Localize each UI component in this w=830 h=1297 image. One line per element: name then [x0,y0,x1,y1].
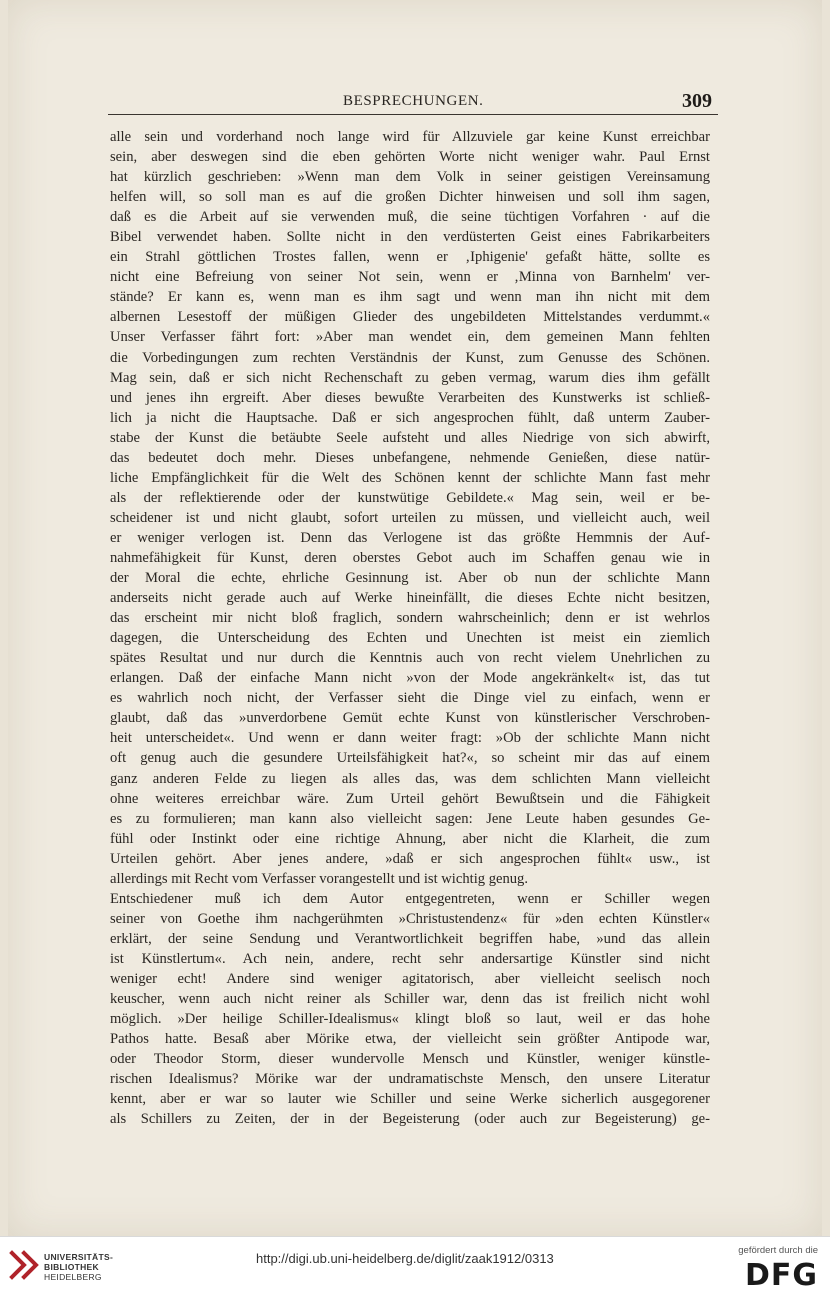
text-line: alle sein und vorderhand noch lange wird für Allzuviele gar keine Kunst erreichbar [110,129,710,145]
text-line: als der reflektierende oder der kunstwütige Gebildete.« Mag sein, weil er be- [110,489,710,506]
text-line: das bedeutet doch mehr. Dieses unbefangene, nehmende Genießen, diese natür- [110,449,710,466]
text-line: ohne weiteres erreichbar wäre. Zum Urteil gehört Bewußtsein und die Fähigkeit [110,790,710,807]
library-name-line-1: UNIVERSITÄTS- [44,1252,114,1262]
text-line: ist Künstlertum«. Ach nein, andere, recht sehr andersartige Künstler sind nicht [110,950,710,967]
text-line: fühl oder Instinkt oder eine richtige Ahnung, aber nicht die Klarheit, die zum [110,830,710,847]
text-line: ganz anderen Felde zu liegen als alles das, was dem schlichten Mann vielleicht [110,770,710,787]
text-line: heit unterscheidet«. Und wenn er dann weiter fragt: »Ob der schlichte Mann nicht [110,730,710,747]
text-line: Urteilen gehört. Aber jenes andere, »daß er sich angesprochen fühlt« usw., ist [110,850,710,867]
text-line: und jenes ihn ergreift. Aber dieses bewußte Verarbeiten des Kunstwerks ist schließ- [110,389,710,406]
text-line: es wahrlich noch nicht, der Verfasser sieht die Dinge viel zu einfach, wenn er [110,690,710,707]
text-line: spätes Resultat und nur durch die Kenntnis auch von recht vielem Unehrlichen zu [110,650,710,667]
text-line: Entschiedener muß ich dem Autor entgegentreten, wenn er Schiller wegen [110,890,710,907]
text-line: glaubt, daß das »unverdorbene Gemüt echte Kunst von künstlerischer Verschroben- [110,710,710,727]
library-logo[interactable] [8,1249,40,1289]
text-line: hat kürzlich geschrieben: »Wenn man dem Volk in seiner geistigen Vereinsamung [110,169,710,186]
text-line: Bibel verwendet haben. Sollte nicht in den verdüsterten Geist eines Fabrikarbeiters [110,229,710,246]
text-line: daß es die Arbeit auf sie verwenden muß, die seine tüchtigen Vorfahren · auf die [110,209,710,226]
source-url-link[interactable]: http://digi.ub.uni-heidelberg.de/diglit/zaak1912/0313 [256,1251,554,1266]
text-line: er weniger verlogen ist. Denn das Verlogene ist das größte Hemmnis der Auf- [110,529,710,546]
text-line: der Moral die echte, ehrliche Gesinnung ist. Aber ob nun der schlichte Mann [110,570,710,587]
page-number: 309 [682,90,712,112]
text-line: helfen will, so soll man es auf die großen Dichter hinweisen und soll ihm sagen, [110,189,710,206]
text-line: kennt, aber er war so lauter wie Schiller und seine Werke sicherlich ausgegorener [110,1091,710,1108]
text-line: keuscher, wenn auch nicht reiner als Schiller war, denn das ist freilich nicht wohl [110,991,710,1008]
text-line: das erscheint mir nicht bloß fraglich, sondern wahrscheinlich; denn er ist wehrlos [110,610,710,627]
book-page [8,0,822,1236]
text-line: lich ja nicht die Hauptsache. Daß er sich angesprochen fühlt, daß unterm Zauber- [110,409,710,426]
text-line: sein, aber deswegen sind die eben gehörten Worte nicht weniger wahr. Paul Ernst [110,149,710,166]
text-line: stabe der Kunst die betäubte Seele aufsteht und alles Niedrige von sich abwirft, [110,429,710,446]
text-line: oder Theodor Storm, dieser wundervolle Mensch und Künstler, weniger künstle- [110,1051,710,1068]
library-name-line-3: HEIDELBERG [44,1272,102,1282]
text-line: die Vorbedingungen zum rechten Verständnis der Kunst, zum Genusse des Schönen. [110,349,710,366]
text-line: Pathos hatte. Besaß aber Mörike etwa, der vielleicht sein größter Antipode war, [110,1031,710,1048]
text-line: anderseits nicht gerade auch auf Werke hineinfällt, die dieses Echte nicht besitzen, [110,590,710,607]
text-line: möglich. »Der heilige Schiller-Idealismus« klingt bloß so laut, weil er das hohe [110,1011,710,1028]
text-line: als Schillers zu Zeiten, der in der Begeisterung (oder auch zur Begeisterung) ge- [110,1111,710,1128]
text-line: erlangen. Daß der einfache Mann nicht »von der Mode angekränkelt« ist, das tut [110,670,710,687]
text-line: es zu formulieren; man kann also vielleicht sagen: Jene Leute haben gesundes Ge- [110,810,710,827]
text-line: albernen Lesestoff der müßigen Glieder des ungebildeten Mittelstandes verdummt.« [110,309,710,326]
text-line: scheidener ist und nicht glaubt, sofort urteilen zu müssen, und vielleicht auch, weil [110,509,710,526]
text-line: seiner von Goethe ihm nachgerühmten »Christustendenz« für »den echten Künstler« [110,910,710,927]
body-text [110,127,710,1129]
viewer-footer [0,1236,830,1297]
library-name [44,1252,113,1282]
text-line: stände? Er kann es, wenn man es ihm sagt und wenn man ihn nicht mit dem [110,289,710,306]
text-line: allerdings mit Recht vom Verfasser vorangestellt und ist wichtig genug. [110,870,529,887]
dfg-logo[interactable]: DFG [744,1258,818,1293]
text-line: nicht eine Befreiung von seiner Not sein, wenn er ‚Minna von Barnhelm' ver- [110,269,710,286]
heidelberg-library-logo-icon [8,1249,40,1285]
text-line: Mag sein, daß er sich nicht Rechenschaft zu geben vermag, warum dies ihm gefällt [110,369,710,386]
funding-note: gefördert durch die [738,1245,818,1256]
text-line: dagegen, die Unterscheidung des Echten und Unechten ist meist ein ziemlich [110,630,710,647]
running-header-title: BESPRECHUNGEN. [343,93,484,109]
text-line: nahmefähigkeit für Kunst, deren oberstes Gebot auch im Schaffen genau wie in [110,549,710,566]
text-line: weniger echt! Andere sind weniger agitatorisch, aber vielleicht seelisch noch [110,970,710,987]
text-line: Unser Verfasser fährt fort: »Aber man wendet ein, dem gemeinen Mann fehlten [110,329,710,346]
text-line: liche Empfänglichkeit für die Welt des Schönen kennt der schlichte Mann fast mehr [110,469,710,486]
text-line: rischen Idealismus? Mörike war der undramatischste Mensch, den unsere Literatur [110,1071,710,1088]
text-line: erklärt, der seine Sendung und Verantwortlichkeit begriffen habe, »und das allein [110,930,710,947]
text-line: ein Strahl göttlichen Trostes fallen, wenn er ‚Iphigenie' gefaßt hätte, sollte es [110,249,710,266]
text-line: oft genug auch die gesundere Urteilsfähigkeit hat?«, so scheint mir das auf einem [110,750,710,767]
library-name-line-2: BIBLIOTHEK [44,1262,99,1272]
header-divider [108,114,718,115]
